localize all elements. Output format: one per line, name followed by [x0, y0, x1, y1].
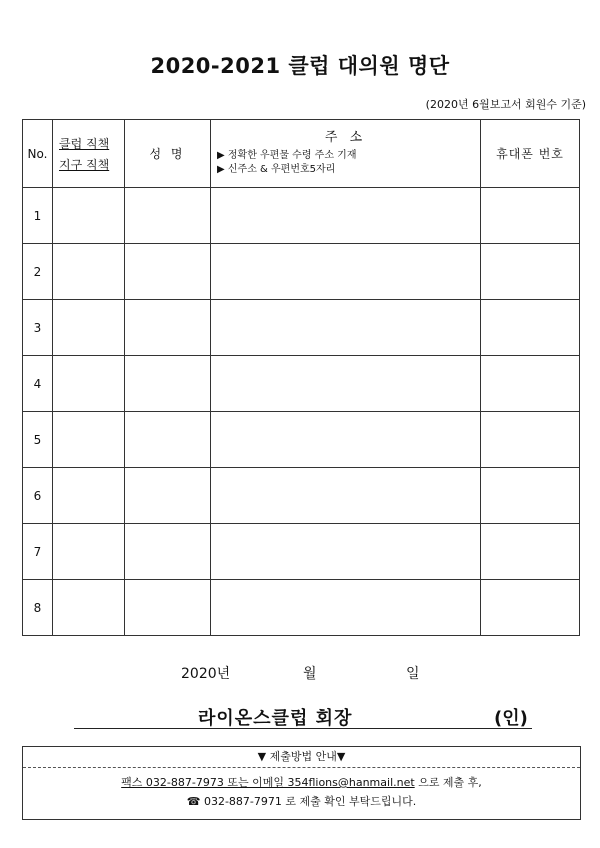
table-header-row	[23, 120, 580, 188]
role-cell[interactable]	[53, 580, 125, 636]
phone-cell[interactable]	[481, 580, 580, 636]
row-number: 3	[23, 300, 53, 356]
notice-heading: ▼ 제출방법 안내▼	[23, 747, 580, 768]
club-president-label: 라이온스클럽 회장	[198, 708, 353, 729]
document-title: 2020-2021 클럽 대의원 명단	[150, 54, 450, 78]
role-cell[interactable]	[53, 468, 125, 524]
contact-fax-email: 팩스 032-887-7973 또는 이메일 354flions@hanmail.net	[121, 776, 415, 789]
address-cell[interactable]	[211, 524, 481, 580]
table-row	[23, 412, 580, 468]
name-cell[interactable]	[125, 300, 211, 356]
delegate-roster-table	[22, 119, 580, 636]
date-year: 2020년	[181, 666, 231, 682]
phone-cell[interactable]	[481, 356, 580, 412]
table-row	[23, 188, 580, 244]
role-cell[interactable]	[53, 244, 125, 300]
phone-cell[interactable]	[481, 244, 580, 300]
date-day: 일	[406, 666, 420, 682]
table-row	[23, 524, 580, 580]
name-cell[interactable]	[125, 412, 211, 468]
header-address-title: 주 소	[324, 130, 367, 145]
role-cell[interactable]	[53, 524, 125, 580]
notice-line-2: ☎ 032-887-7971 로 제출 확인 부탁드립니다.	[186, 795, 417, 808]
header-address	[211, 120, 481, 188]
address-cell[interactable]	[211, 580, 481, 636]
row-number: 1	[23, 188, 53, 244]
role-cell[interactable]	[53, 188, 125, 244]
name-cell[interactable]	[125, 244, 211, 300]
role-cell[interactable]	[53, 356, 125, 412]
header-name: 성 명	[125, 120, 211, 188]
phone-cell[interactable]	[481, 412, 580, 468]
address-cell[interactable]	[211, 244, 481, 300]
signature-line	[74, 727, 532, 729]
role-cell[interactable]	[53, 412, 125, 468]
phone-cell[interactable]	[481, 524, 580, 580]
row-number: 5	[23, 412, 53, 468]
role-cell[interactable]	[53, 300, 125, 356]
name-cell[interactable]	[125, 356, 211, 412]
header-no: No.	[23, 120, 53, 188]
name-cell[interactable]	[125, 188, 211, 244]
address-cell[interactable]	[211, 468, 481, 524]
table-row	[23, 356, 580, 412]
table-row	[23, 468, 580, 524]
address-note-1: ▶ 정확한 우편물 수령 주소 기재	[217, 150, 357, 161]
row-number: 8	[23, 580, 53, 636]
name-cell[interactable]	[125, 468, 211, 524]
header-district-role: 지구 직책	[59, 157, 110, 172]
header-phone: 휴대폰 번호	[481, 120, 580, 188]
address-note-2: ▶ 신주소 & 우편번호5자리	[217, 164, 336, 175]
date-month: 월	[303, 666, 317, 682]
header-role	[53, 120, 125, 188]
address-cell[interactable]	[211, 300, 481, 356]
name-cell[interactable]	[125, 524, 211, 580]
header-club-role: 클럽 직책	[59, 136, 110, 151]
row-number: 7	[23, 524, 53, 580]
table-row	[23, 244, 580, 300]
address-cell[interactable]	[211, 356, 481, 412]
notice-line-1	[23, 776, 580, 789]
address-cell[interactable]	[211, 412, 481, 468]
submission-notice-box	[22, 746, 581, 820]
row-number: 2	[23, 244, 53, 300]
table-row	[23, 580, 580, 636]
phone-cell[interactable]	[481, 300, 580, 356]
document-subtitle: (2020년 6월보고서 회원수 기준)	[425, 98, 586, 111]
address-cell[interactable]	[211, 188, 481, 244]
row-number: 4	[23, 356, 53, 412]
phone-cell[interactable]	[481, 468, 580, 524]
row-number: 6	[23, 468, 53, 524]
notice-line-1-tail: 으로 제출 후,	[418, 776, 482, 789]
table-row	[23, 300, 580, 356]
seal-mark: (인)	[494, 708, 528, 729]
name-cell[interactable]	[125, 580, 211, 636]
phone-cell[interactable]	[481, 188, 580, 244]
